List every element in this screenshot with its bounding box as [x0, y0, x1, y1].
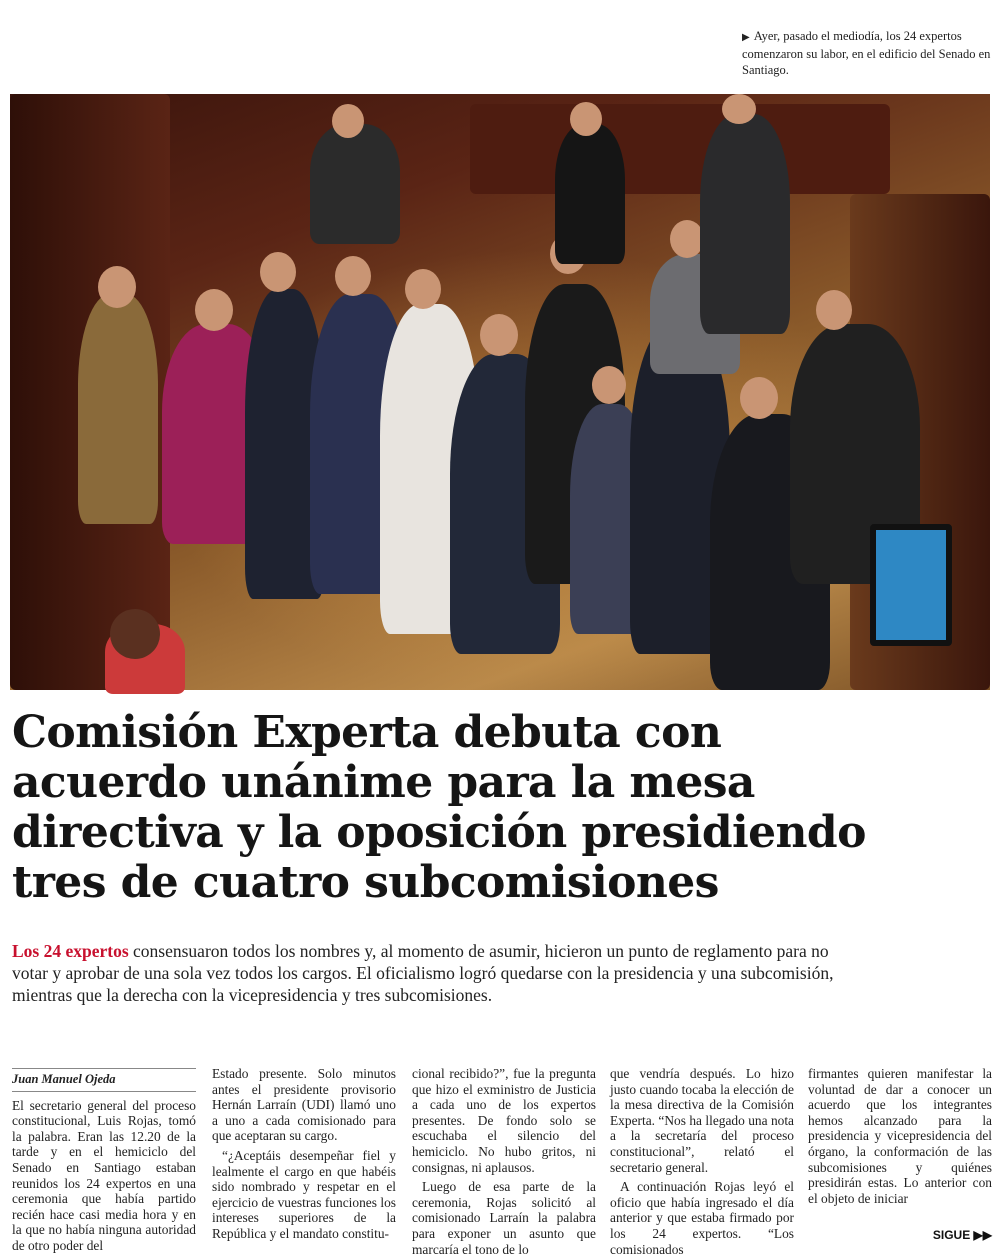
lede-highlight: Los 24 expertos	[12, 941, 129, 961]
lede-text: consensuaron todos los nombres y, al momento de asumir, hicieron un punto de reglamento para no votar y aprobar de una sola vez todos los cargos. El oficialismo logró quedarse con la presidencia y una subcomisión, mientras que la derecha con la vicepresidencia y tres subcomisiones.	[12, 941, 834, 1005]
photo-caption	[742, 28, 992, 78]
column-2-paragraph-1: Estado presente. Solo minutos antes el presidente provisorio Hernán Larraín (UDI) llamó uno a uno a cada comisionado para que aceptaran su cargo.	[212, 1066, 396, 1144]
column-5-paragraph-1: firmantes quieren manifestar la voluntad de dar a conocer un acuerdo que los integrantes hemos alcanzado para la presidencia y vicepresidencia del órgano, la conformación de las subcomisiones y quiénes presidirán estas. Lo anterior con el objeto de iniciar	[808, 1066, 992, 1206]
article-column-5	[808, 1066, 992, 1246]
column-4-paragraph-1: que vendría después. Lo hizo justo cuando tocaba la elección de la mesa directiva de la Comisión Experta. “Nos ha llegado una nota a la secretaría del proceso constitucional”, relató el secretario general.	[610, 1066, 794, 1175]
photo-caption-text: Ayer, pasado el mediodía, los 24 expertos comenzaron su labor, en el edificio del Senado en Santiago.	[742, 29, 991, 77]
caption-arrow-icon: ▶	[742, 32, 750, 43]
column-4-paragraph-2: A continuación Rojas leyó el oficio que había ingresado el día anterior y que estaba firmado por los 24 expertos. “Los comisionados	[610, 1179, 794, 1257]
news-photo	[10, 94, 990, 690]
article-column-1	[12, 1068, 196, 1253]
column-3-paragraph-1: cional recibido?”, fue la pregunta que hizo el exministro de Justicia a cada uno de los expertos presentes. De fondo solo se escuchaba el silencio del hemiciclo. No hubo gritos, ni consignas, ni aplausos.	[412, 1066, 596, 1175]
column-2-paragraph-2: “¿Aceptáis desempeñar fiel y lealmente el cargo en que habéis sido nombrado y respetar en el ejercicio de vuestras funciones los intereses superiores de la República y el mandato constitu-	[212, 1147, 396, 1241]
column-1-paragraph-1: El secretario general del proceso constitucional, Luis Rojas, tomó la palabra. Eran las 12.20 de la tarde y en el hemiciclo del Senado en Santiago estaban reunidos los 24 expertos en una ceremonia que había partido recién hace casi media hora y en la que no había ninguna autoridad de otro poder del	[12, 1097, 196, 1253]
lede	[12, 940, 862, 1006]
article-column-3	[412, 1066, 596, 1257]
byline: Juan Manuel Ojeda	[12, 1068, 196, 1092]
article-column-2	[212, 1066, 396, 1246]
headline: Comisión Experta debuta con acuerdo unánime para la mesa directiva y la oposición presidiendo tres de cuatro subcomisiones	[12, 707, 866, 908]
continue-label: SIGUE ▶▶	[932, 1228, 992, 1242]
column-3-paragraph-2: Luego de esa parte de la ceremonia, Rojas solicitó al comisionado Larraín la palabra para exponer un asunto que marcaría el tono de lo	[412, 1179, 596, 1257]
article-column-4	[610, 1066, 794, 1257]
